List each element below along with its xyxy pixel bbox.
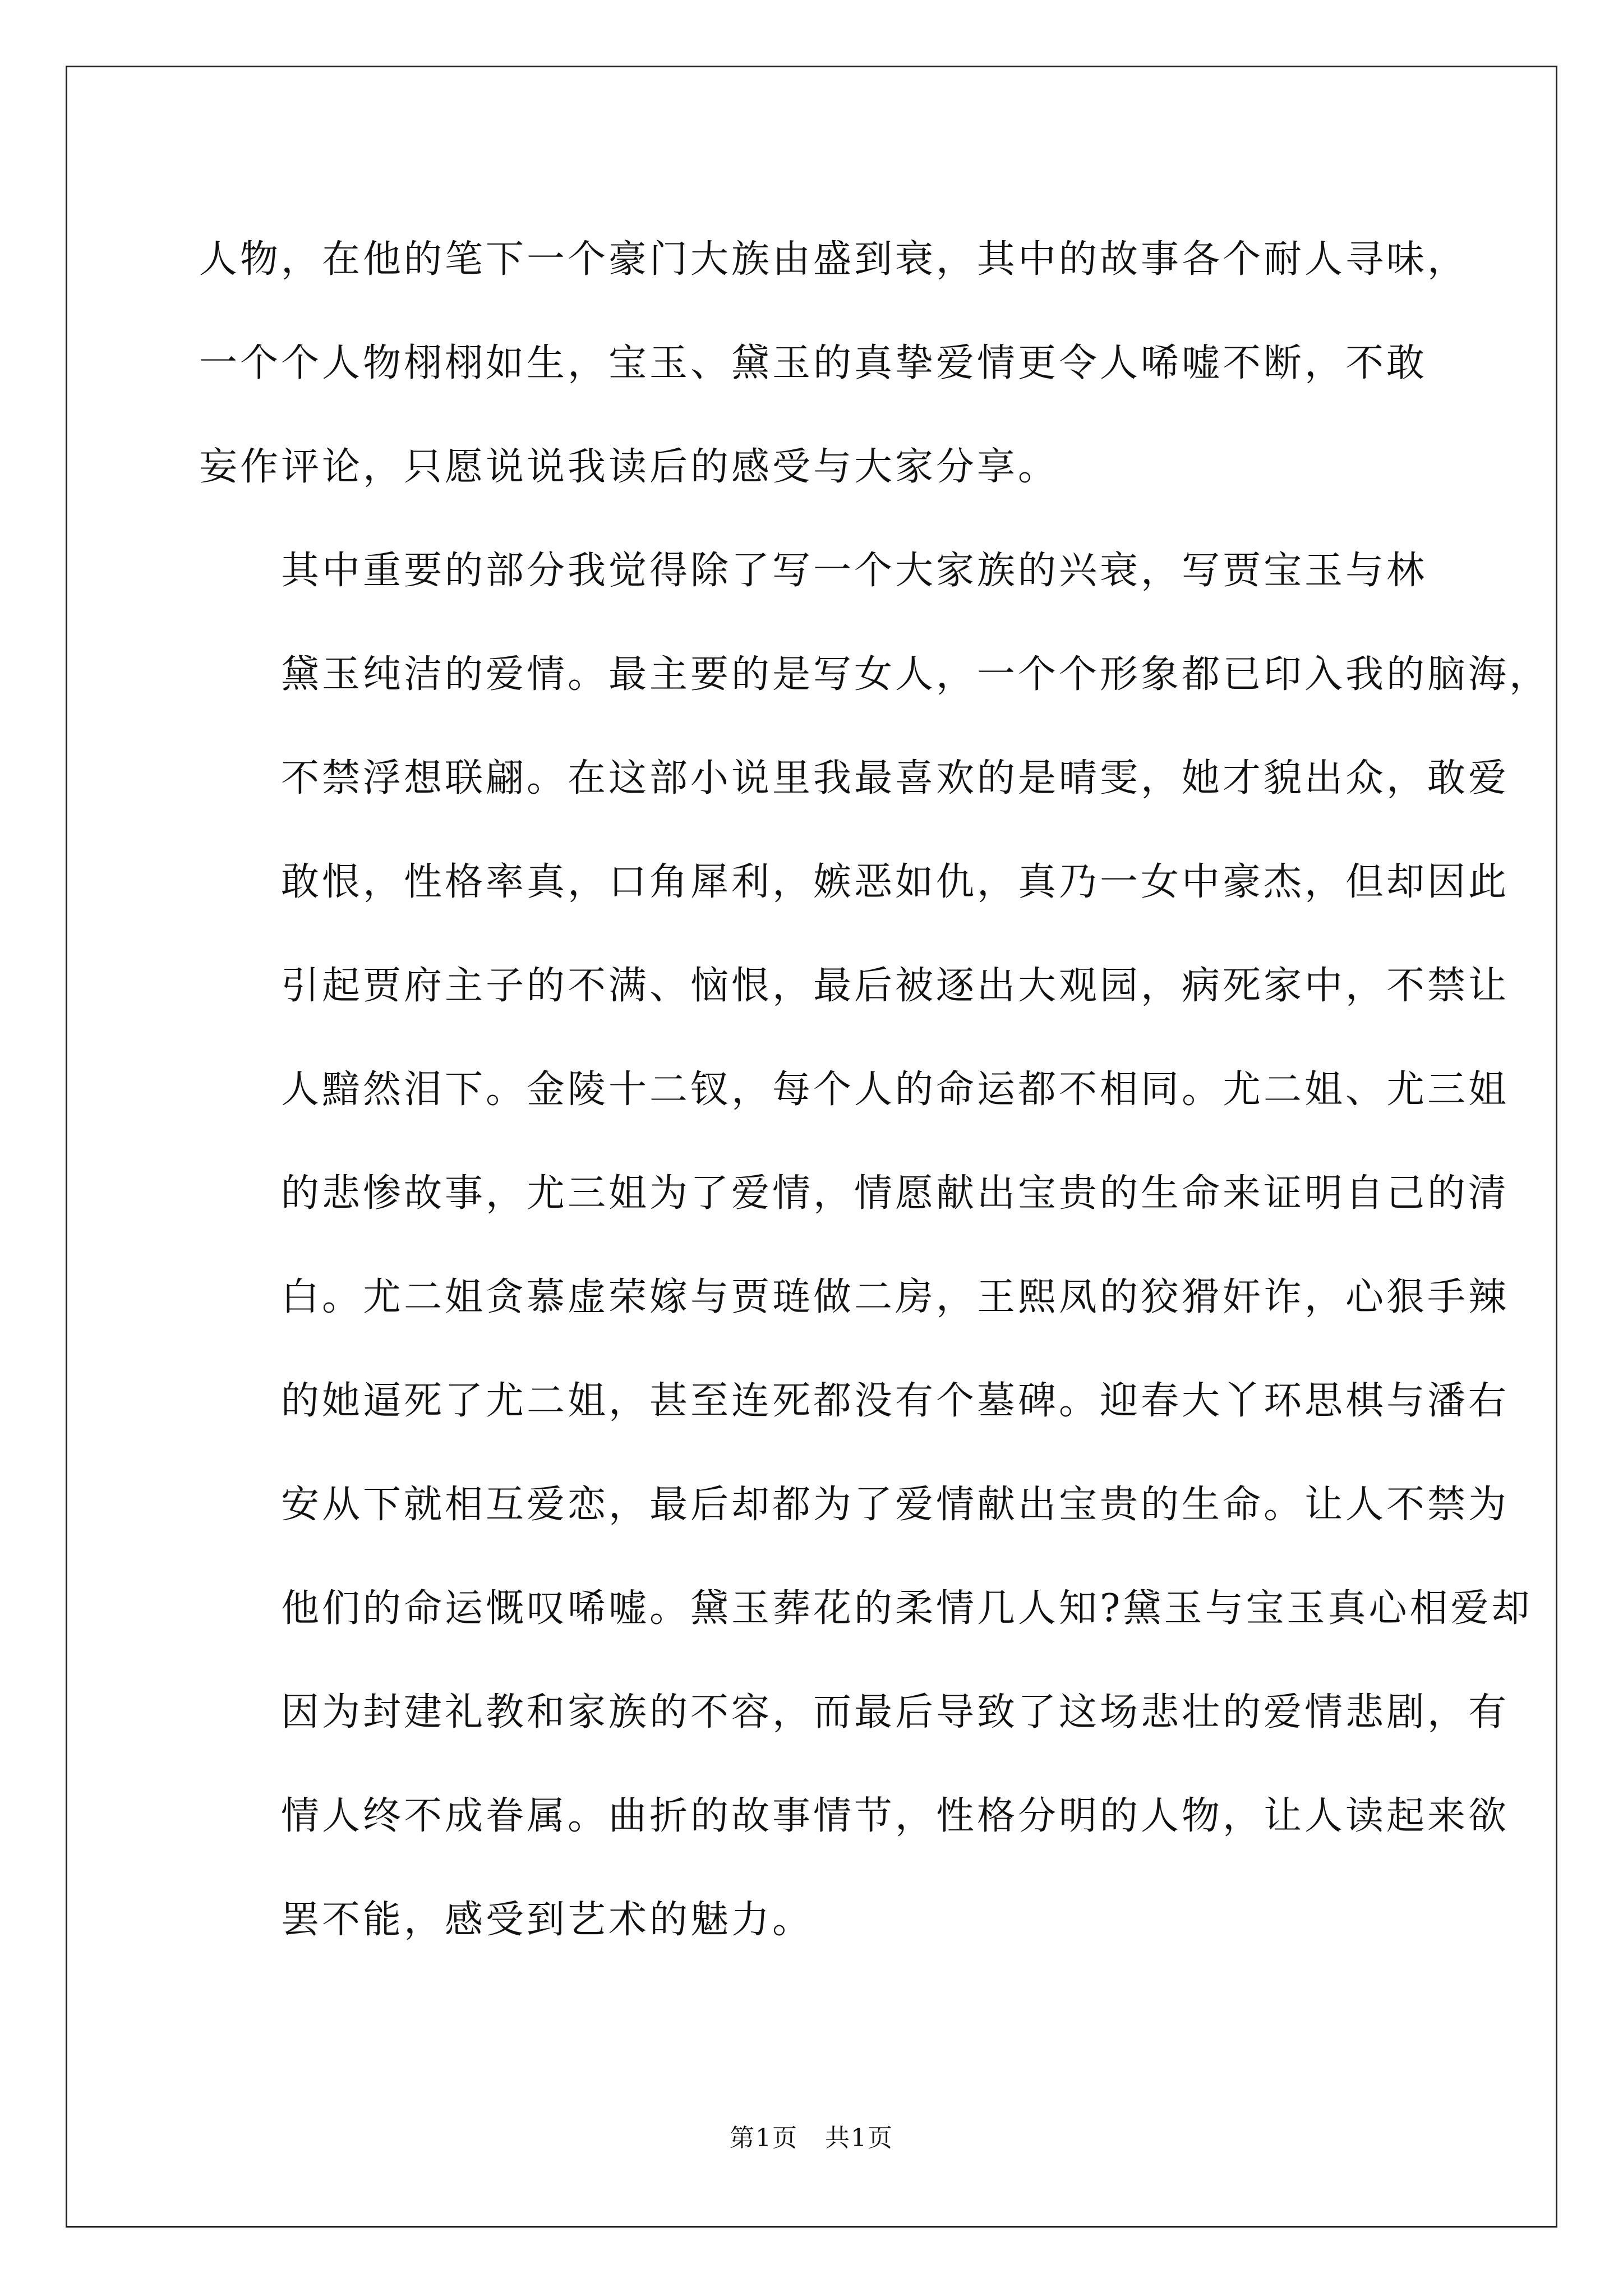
paragraph-2: [199, 519, 1551, 1972]
text-line: 情人终不成眷属。曲折的故事情节，性格分明的人物，让人读起来欲: [281, 1794, 1510, 1838]
text-line: 因为封建礼教和家族的不容，而最后导致了这场悲壮的爱情悲剧，有: [281, 1690, 1510, 1734]
text-line: 敢恨，性格率真，口角犀利，嫉恶如仇，真乃一女中豪杰，但却因此: [281, 860, 1510, 904]
text-line: 罢不能，感受到艺术的魅力。: [281, 1898, 814, 1942]
paragraph-1: [199, 208, 1469, 519]
document-body: [199, 208, 1551, 1972]
text-line: 的悲惨故事，尤三姐为了爱情，情愿献出宝贵的生命来证明自己的清: [281, 1171, 1510, 1216]
text-line: 人物，在他的笔下一个豪门大族由盛到衰，其中的故事各个耐人寻味，: [199, 237, 1469, 282]
text-line: 白。尤二姐贪慕虚荣嫁与贾琏做二房，王熙凤的狡猾奸诈，心狠手辣: [281, 1275, 1510, 1319]
page-footer: [0, 2118, 1623, 2154]
text-line: 的她逼死了尤二姐，甚至连死都没有个墓碑。迎春大丫环思棋与潘右: [281, 1379, 1510, 1423]
page-number: 第1页 共1页: [730, 2124, 893, 2152]
text-line: 一个个人物栩栩如生，宝玉、黛玉的真挚爱情更令人唏嘘不断，不敢: [199, 341, 1428, 385]
text-line: 他们的命运慨叹唏嘘。黛玉葬花的柔情几人知?黛玉与宝玉真心相爱却: [281, 1586, 1533, 1631]
text-line: 引起贾府主子的不满、恼恨，最后被逐出大观园，病死家中，不禁让: [281, 964, 1510, 1008]
text-line: 安从下就相互爱恋，最后却都为了爱情献出宝贵的生命。让人不禁为: [281, 1483, 1510, 1527]
text-line: 人黯然泪下。金陵十二钗，每个人的命运都不相同。尤二姐、尤三姐: [281, 1068, 1510, 1112]
text-line: 妄作评论，只愿说说我读后的感受与大家分享。: [199, 445, 1059, 489]
text-line: 黛玉纯洁的爱情。最主要的是写女人，一个个形象都已印入我的脑海，: [281, 652, 1551, 697]
text-line: 其中重要的部分我觉得除了写一个大家族的兴衰，写贾宝玉与林: [281, 549, 1428, 593]
text-line: 不禁浮想联翩。在这部小说里我最喜欢的是晴雯，她才貌出众，敢爱: [281, 756, 1510, 800]
